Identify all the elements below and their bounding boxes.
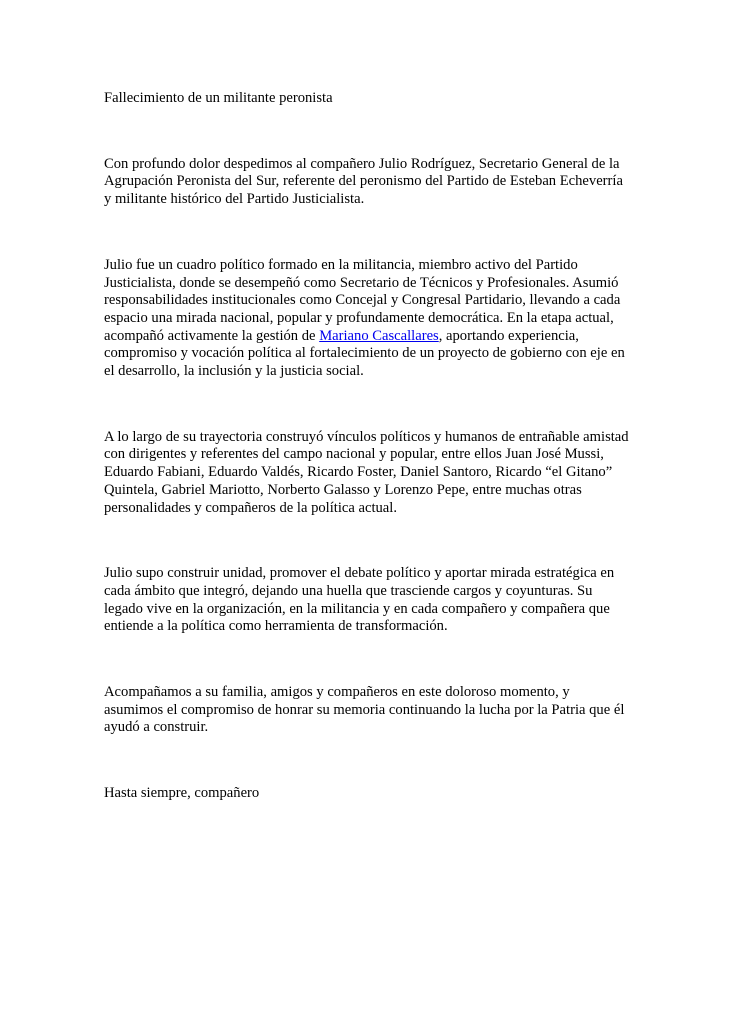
paragraph-political-career-before-link: Julio fue un cuadro político formado en la militancia, miembro activo del Partido Justicialista, donde se desempeñó como Secretario de Técnicos y Profesionales. Asumió responsabilidades institucionales como Concejal y Congresal Partidario, llevando a cada espacio una mirada nacional, popular y profundamente democrática. En la etapa actual, acompañó activamente la gestión de [104, 256, 621, 344]
paragraph-political-career-after-link: , aportando experiencia, compromiso y vocación política al fortalecimiento de un proyecto de gobierno con eje en el desarrollo, la inclusión y la justicia social. [104, 327, 625, 380]
closing-farewell: Hasta siempre, compañero [104, 785, 260, 802]
paragraph-legacy: Julio supo construir unidad, promover el debate político y aportar mirada estratégica en cada ámbito que integró, dejando una huella que trasciende cargos y coyunturas. Su legado vive en la organización, en la militancia y en cada compañero y compañera que entiende a la política como herramienta de transformación. [104, 565, 615, 635]
paragraph-friendships: A lo largo de su trayectoria construyó vínculos políticos y humanos de entrañable amistad con dirigentes y referentes del campo nacional y popular, entre ellos Juan José Mussi, Eduardo Fabiani, Eduardo Valdés, Ricardo Foster, Daniel Santoro, Ricardo “el Gitano” Quintela, Gabriel Mariotto, Norberto Galasso y Lorenzo Pepe, entre muchas otras personalidades y compañeros de la política actual. [104, 428, 629, 516]
paragraph-obituary-intro: Con profundo dolor despedimos al compañero Julio Rodríguez, Secretario General de la Agrupación Peronista del Sur, referente del peronismo del Partido de Esteban Echeverría y militante histórico del Partido Justicialista. [104, 155, 623, 208]
paragraph-condolences: Acompañamos a su familia, amigos y compañeros en este doloroso momento, y asumimos el compromiso de honrar su memoria continuando la lucha por la Patria que él ayudó a construir. [104, 684, 625, 736]
mariano-cascallares-link[interactable]: Mariano Cascallares [319, 327, 439, 344]
paragraph-political-career [104, 257, 631, 381]
document-title: Fallecimiento de un militante peronista [104, 90, 333, 106]
